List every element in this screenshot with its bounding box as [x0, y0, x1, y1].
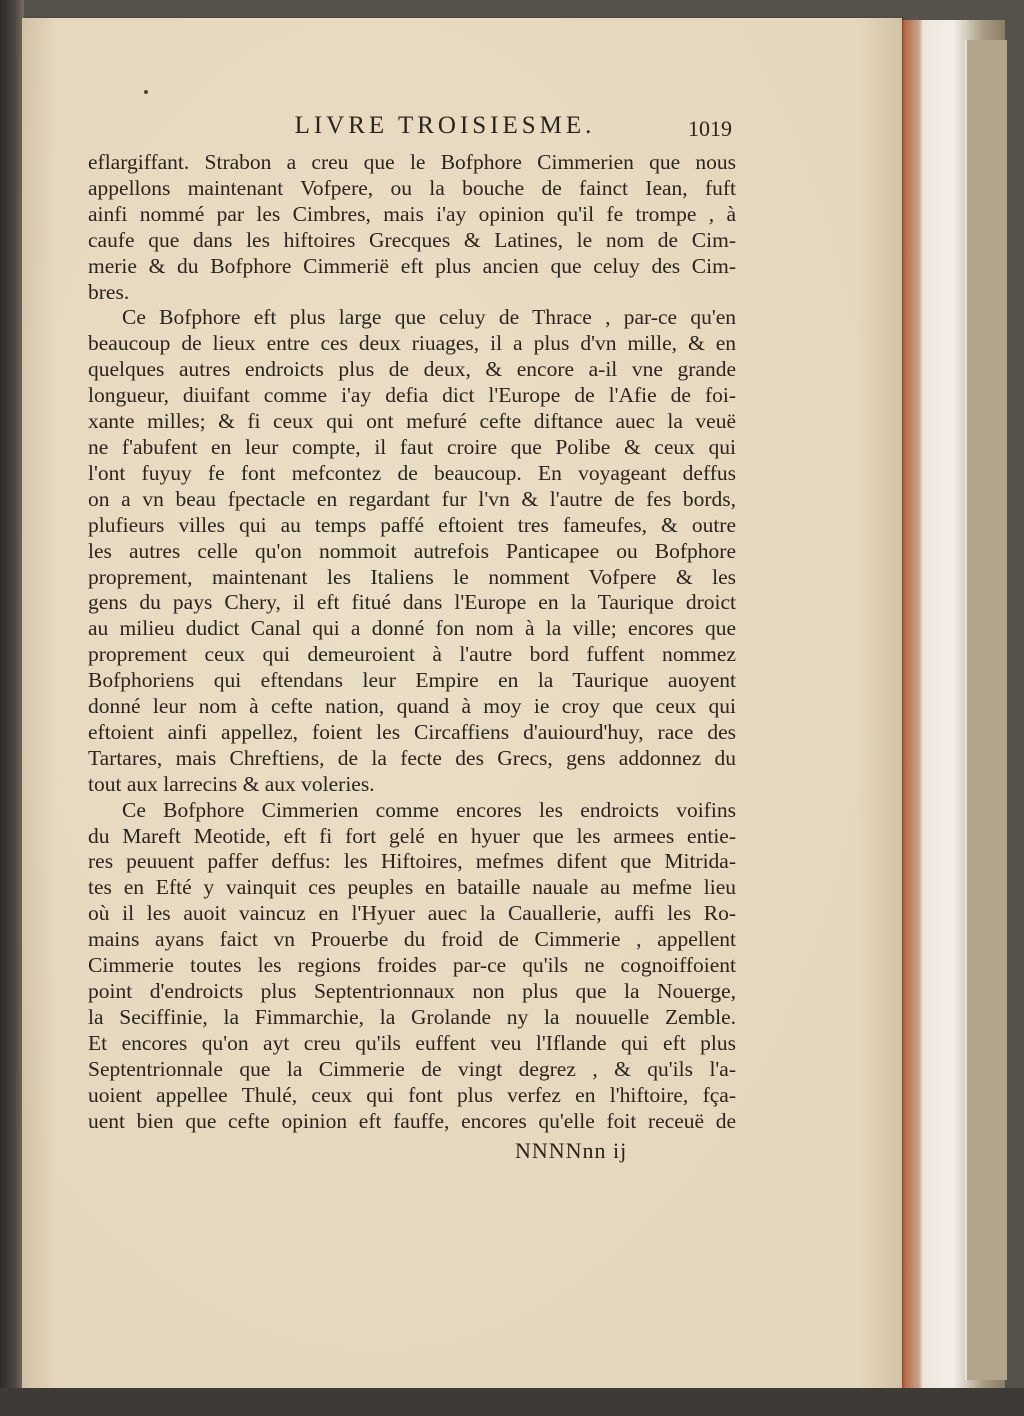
- book-binding: [0, 0, 24, 1416]
- text-line: eftoient ainfi appellez, foient les Circaffiens d'auiourd'huy, race des: [88, 719, 736, 744]
- ink-speck: [144, 90, 148, 94]
- back-cover: [965, 40, 1007, 1380]
- text-line: longueur, diuifant comme i'ay defia dict l'Europe de l'Afie de foi-: [88, 383, 736, 408]
- text-line: au milieu dudict Canal qui a donné fon nom à la ville; encores que: [88, 616, 736, 641]
- text-line: merie & du Bofphore Cimmerië eft plus ancien que celuy des Cim-: [88, 253, 736, 278]
- text-line: Cimmerie toutes les regions froides par-ce qu'ils ne cognoiffoient: [88, 953, 736, 978]
- text-line: du Mareft Meotide, eft fi fort gelé en hyuer que les armees entie-: [88, 823, 736, 848]
- text-line: les autres celle qu'on nommoit autrefois Panticapee ou Bofphore: [88, 538, 736, 563]
- text-line: proprement, maintenant les Italiens le nomment Vofpere & les: [88, 564, 736, 589]
- text-line: res peuuent paffer deffus: les Hiftoires, mefmes difent que Mitrida-: [88, 849, 736, 874]
- text-line: où il les auoit vaincuz en l'Hyuer auec la Cauallerie, auffi les Ro-: [88, 901, 736, 926]
- signature-mark: NNNNnn ij: [515, 1138, 628, 1163]
- text-line: Ce Bofphore Cimmerien comme encores les endroicts voifins: [122, 797, 736, 822]
- text-line: proprement ceux qui demeuroient à l'autre bord fuffent nommez: [88, 642, 736, 667]
- text-line: Ce Bofphore eft plus large que celuy de Thrace , par-ce qu'en: [122, 305, 736, 330]
- text-line: ainfi nommé par les Cimbres, mais i'ay opinion qu'il fe trompe , à: [88, 201, 736, 226]
- text-line: Bofphoriens qui eftendans leur Empire en la Taurique auoyent: [88, 668, 736, 693]
- text-line: mains ayans faict vn Prouerbe du froid de Cimmerie , appellent: [88, 927, 736, 952]
- text-line: quelques autres endroicts plus de deux, & encore a-il vne grande: [88, 357, 736, 382]
- text-line: donné leur nom à cefte nation, quand à moy ie croy que ceux qui: [88, 694, 736, 719]
- text-line: Tartares, mais Chreftiens, de la fecte des Grecs, gens addonnez du: [88, 745, 736, 770]
- text-line: xante milles; & fi ceux qui ont mefuré cefte diftance auec la veuë: [88, 409, 736, 434]
- text-line: la Seciffinie, la Fimmarchie, la Grolande ny la nouuelle Zemble.: [88, 1004, 736, 1029]
- page-number: 1019: [688, 116, 732, 141]
- text-line: caufe que dans les hiftoires Grecques & Latines, le nom de Cim-: [88, 227, 736, 252]
- text-line: Septentrionnale que la Cimmerie de vingt degrez , & qu'ils l'a-: [88, 1056, 736, 1081]
- running-title: LIVRE TROISIESME.: [294, 112, 596, 139]
- body-text: [88, 150, 736, 1134]
- text-line: eflargiffant. Strabon a creu que le Bofphore Cimmerien que nous: [88, 150, 736, 174]
- text-line: point d'endroicts plus Septentrionnaux non plus que la Nouerge,: [88, 979, 736, 1003]
- text-line: on a vn beau fpectacle en regardant fur l'vn & l'autre de fes bords,: [88, 486, 736, 511]
- text-line: appellons maintenant Vofpere, ou la bouche de fainct Iean, fuft: [88, 175, 736, 200]
- text-line: tout aux larrecins & aux voleries.: [88, 771, 375, 796]
- text-line: uoient appellee Thulé, ceux qui font plus verfez en l'hiftoire, fça-: [88, 1082, 736, 1107]
- scan-background: [0, 1388, 1024, 1416]
- text-line: uent bien que cefte opinion eft fauffe, encores qu'elle foit receuë de: [88, 1108, 736, 1133]
- text-line: bres.: [88, 279, 130, 304]
- text-line: plufieurs villes qui au temps paffé eftoient tres fameufes, & outre: [88, 512, 736, 537]
- text-line: Et encores qu'on ayt creu qu'ils euffent veu l'Iflande qui eft plus: [88, 1030, 736, 1055]
- text-line: beaucoup de lieux entre ces deux riuages, il a plus d'vn mille, & en: [88, 331, 736, 356]
- text-line: gens du pays Chery, il eft fitué dans l'Europe en la Taurique droict: [88, 590, 736, 615]
- text-line: tes en Efté y vainquit ces peuples en bataille nauale au mefme lieu: [88, 875, 736, 900]
- text-line: l'ont fuyuy fe font mefcontez de beaucoup. En voyageant deffus: [88, 460, 736, 485]
- text-line: ne f'abufent en leur compte, il faut croire que Polibe & ceux qui: [88, 434, 736, 459]
